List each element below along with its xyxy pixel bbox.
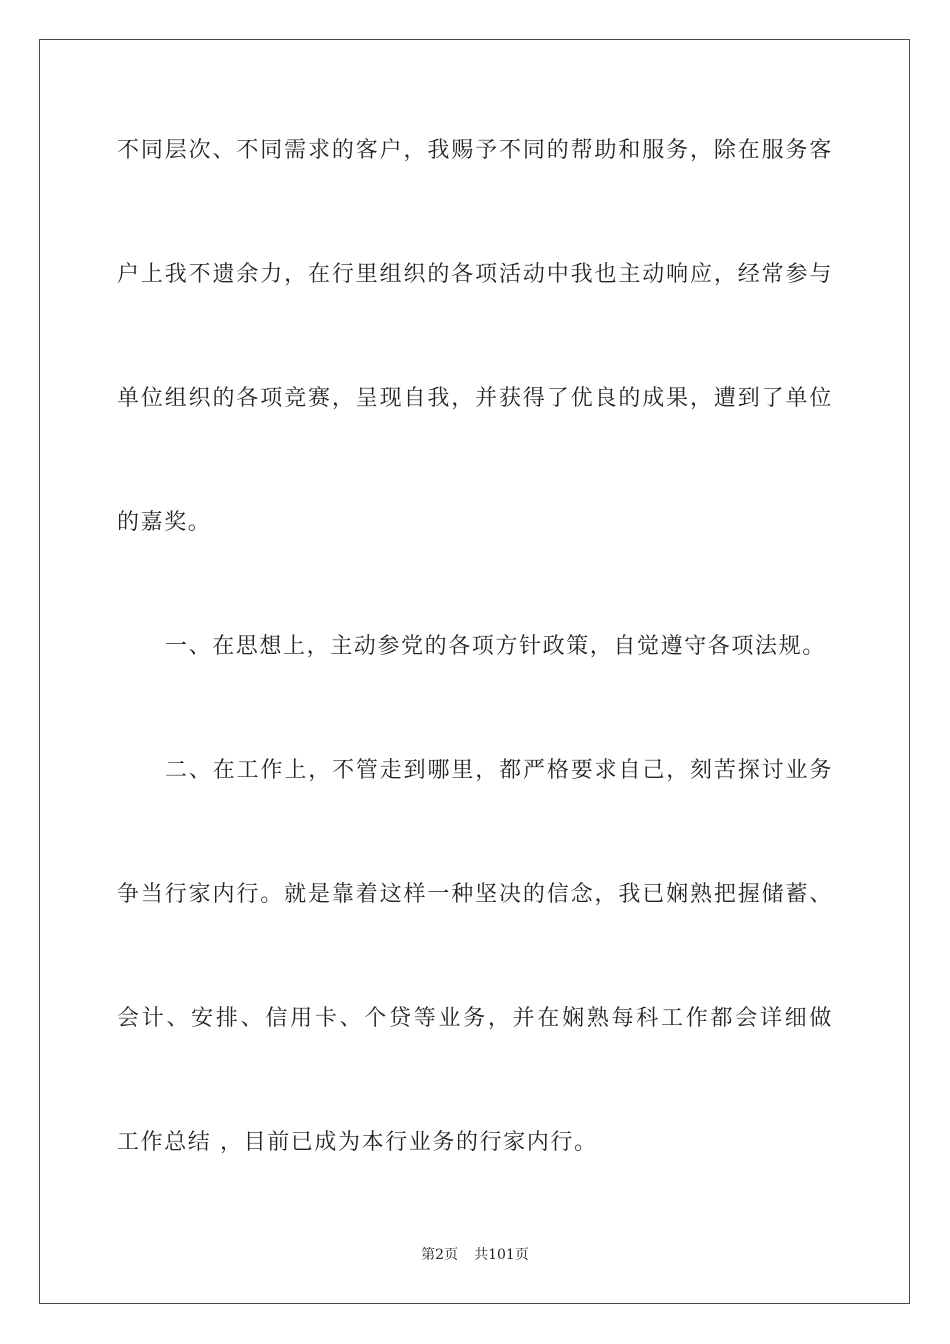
page-number: 第2页: [421, 1247, 459, 1263]
page-total: 共101页: [474, 1247, 529, 1263]
paragraph-line-4: 的嘉奖。: [117, 510, 212, 535]
paragraph-item-2-line-1: 二、在工作上，不管走到哪里，都严格要求自己，刻苦探讨业务: [165, 758, 833, 783]
paragraph-item-2-line-4: 工作总结 ，目前已成为本行业务的行家内行。: [117, 1130, 598, 1155]
paragraph-item-1: 一、在思想上，主动参党的各项方针政策，自觉遵守各项法规。: [165, 634, 826, 659]
page-border: [39, 39, 910, 1304]
paragraph-line-1: 不同层次、不同需求的客户，我赐予不同的帮助和服务，除在服务客: [117, 138, 833, 163]
paragraph-line-2: 户上我不遗余力，在行里组织的各项活动中我也主动响应，经常参与: [117, 262, 833, 287]
paragraph-line-3: 单位组织的各项竞赛，呈现自我，并获得了优良的成果，遭到了单位: [117, 386, 833, 411]
paragraph-item-2-line-3: 会计、安排、信用卡、个贷等业务，并在娴熟每科工作都会详细做: [117, 1006, 833, 1031]
page-footer: [0, 1245, 950, 1265]
paragraph-item-2-line-2: 争当行家内行。就是靠着这样一种坚决的信念，我已娴熟把握储蓄、: [117, 882, 833, 907]
